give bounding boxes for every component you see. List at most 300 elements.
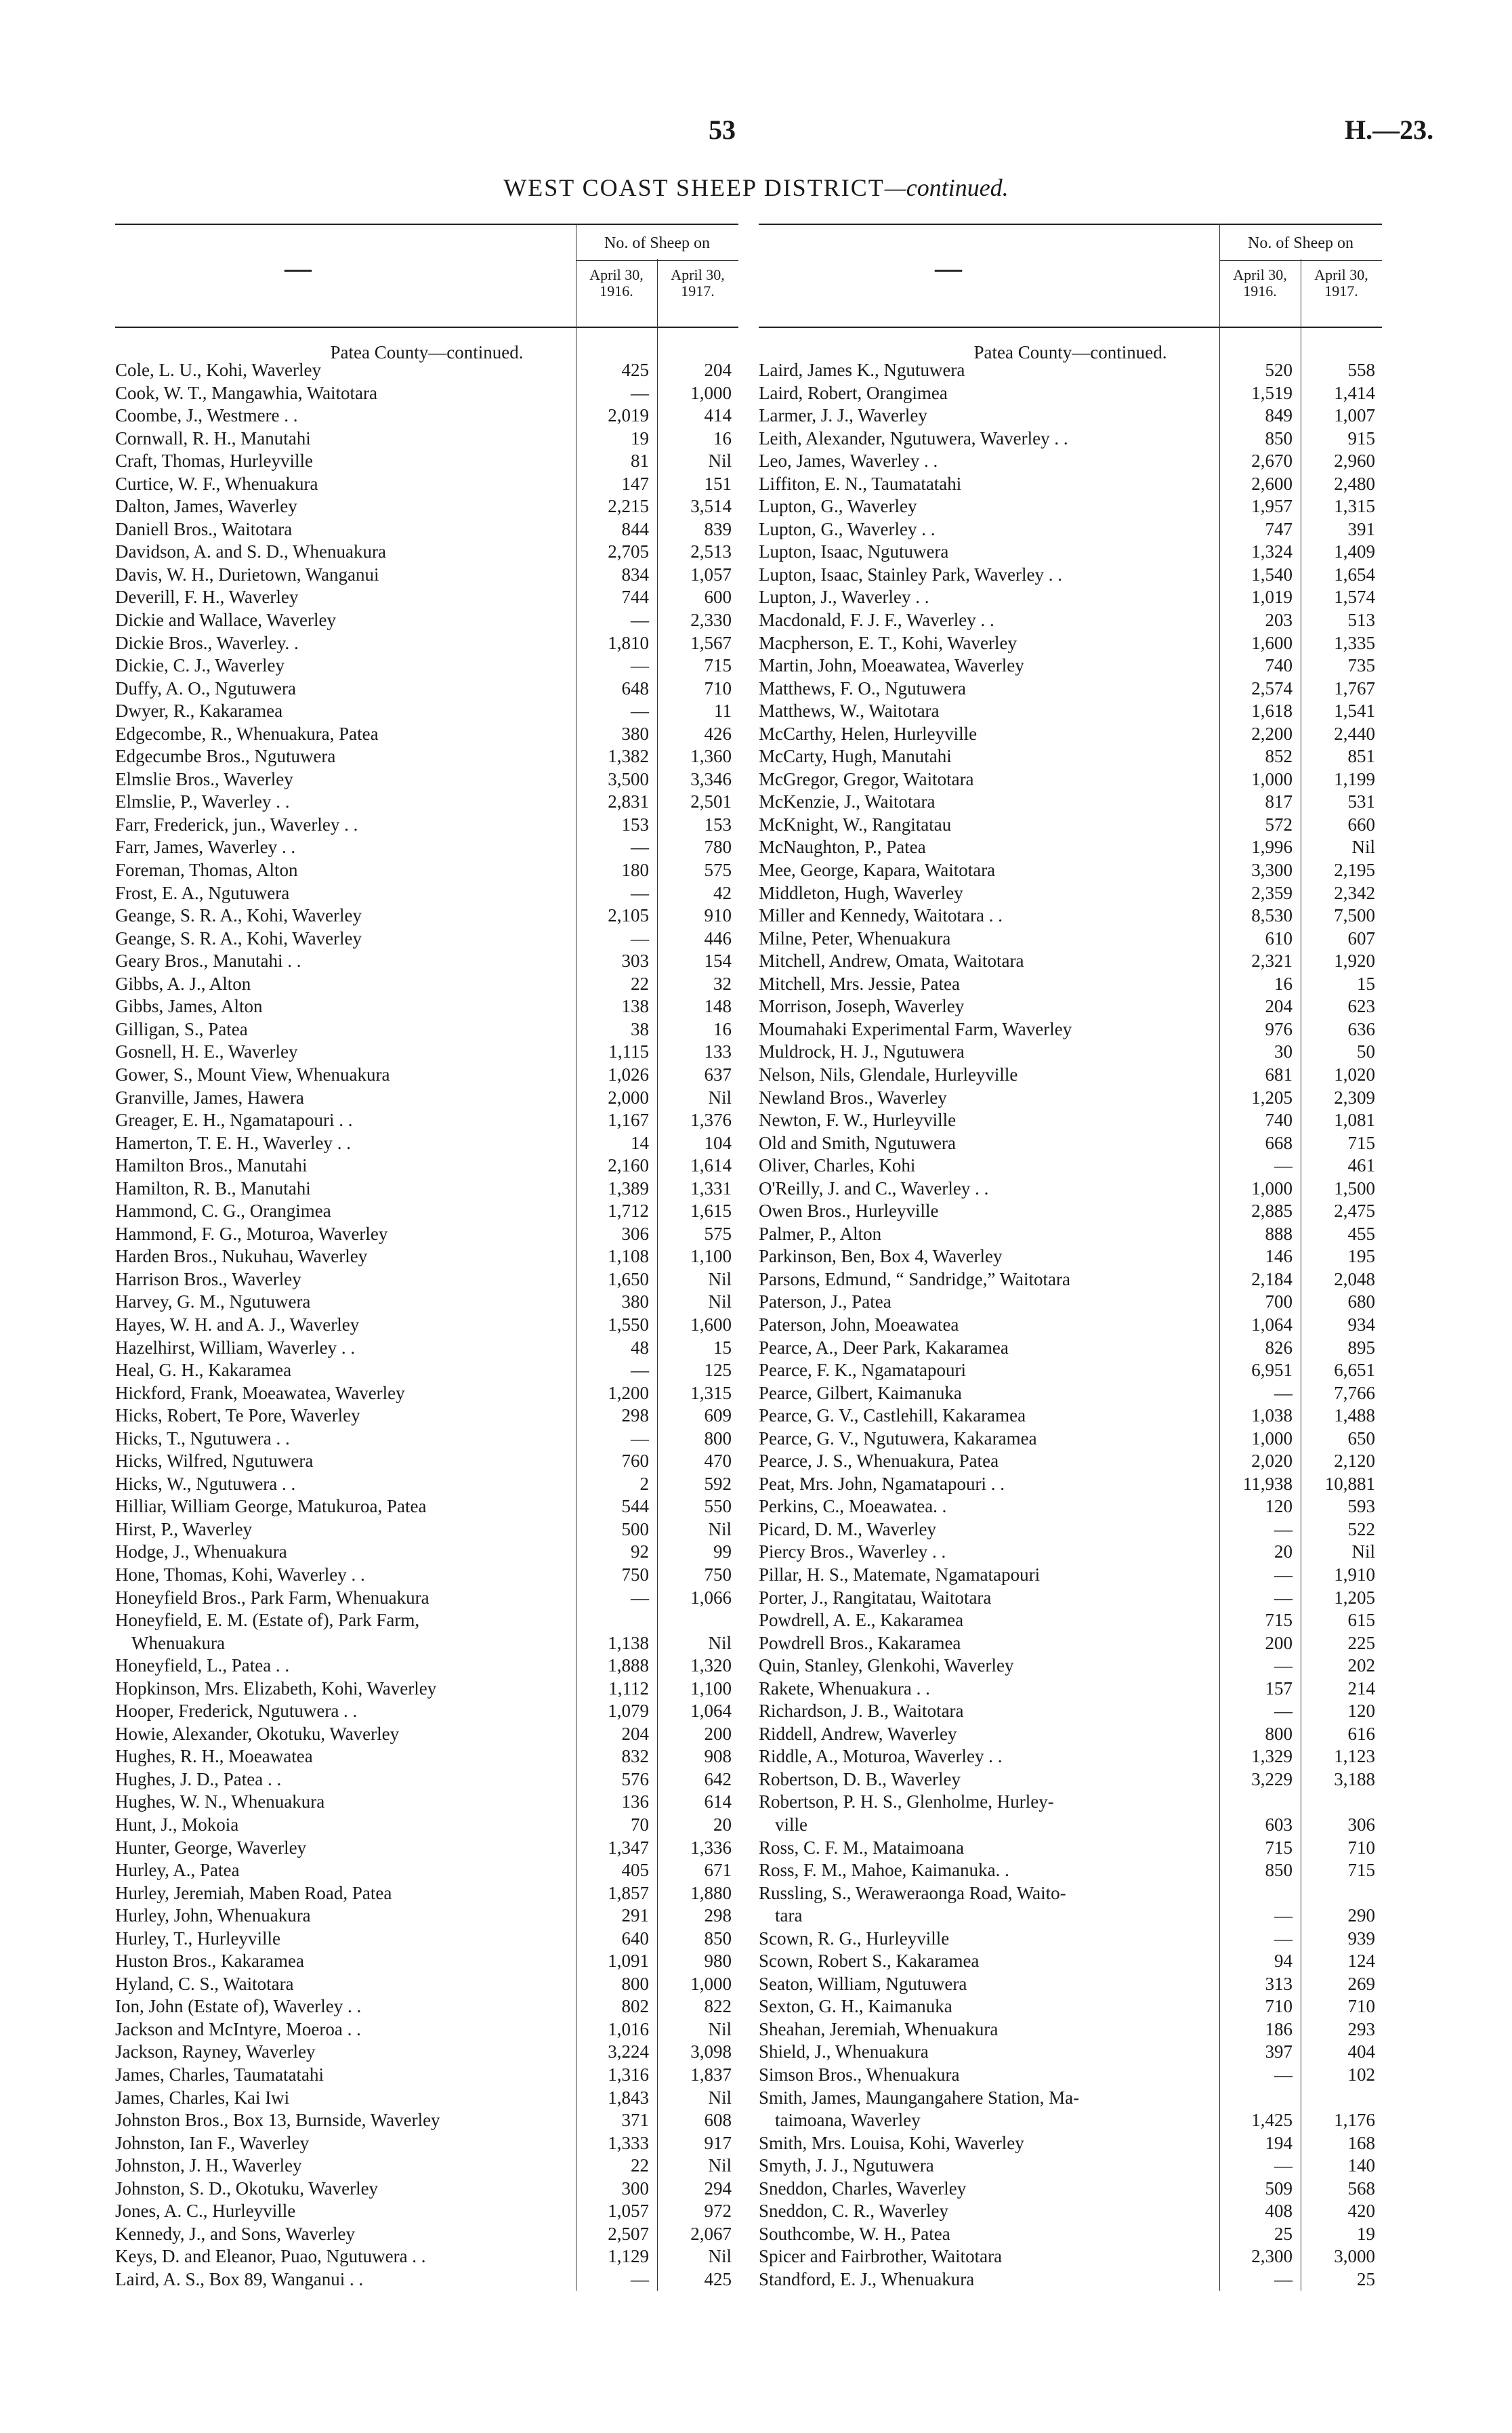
value-1917: 710	[1347, 1837, 1375, 1858]
row-name: Jackson and McIntyre, Moeroa . .	[115, 2018, 361, 2039]
value-1916: —	[631, 382, 649, 403]
value-1917: 558	[1347, 360, 1375, 380]
row-name: James, Charles, Kai Iwi	[115, 2087, 290, 2108]
row-name: Southcombe, W. H., Patea	[759, 2223, 950, 2244]
table-row	[115, 2041, 738, 2064]
table-row	[115, 1155, 738, 1178]
table-row	[115, 723, 738, 746]
value-1916: 802	[621, 1996, 649, 2017]
row-name: Spicer and Fairbrother, Waitotara	[759, 2246, 1003, 2267]
table-row	[115, 1405, 738, 1428]
value-1916: 800	[1265, 1723, 1293, 1744]
value-1916: 1,138	[608, 1632, 649, 1653]
value-1916: 1,000	[1251, 1428, 1293, 1449]
value-1916: 760	[621, 1451, 649, 1472]
row-name: Scown, R. G., Hurleyville	[759, 1928, 950, 1949]
value-1916: 1,026	[608, 1064, 649, 1085]
value-1917: 609	[704, 1405, 732, 1426]
row-name: Lupton, Isaac, Ngutuwera	[759, 541, 949, 562]
value-1917: 154	[704, 951, 732, 972]
value-1916: 3,500	[608, 768, 649, 789]
row-name: Gibbs, James, Alton	[115, 996, 263, 1017]
value-1916: 852	[1265, 746, 1293, 767]
table-row	[115, 2268, 738, 2291]
value-1916: —	[1274, 1928, 1293, 1949]
row-name: Geary Bros., Manutahi . .	[115, 951, 301, 972]
row-name: Kennedy, J., and Sons, Waverley	[115, 2223, 356, 2244]
value-1916: 3,224	[608, 2041, 649, 2062]
right-header-dash: —	[935, 253, 962, 283]
value-1916: —	[631, 2268, 649, 2289]
row-name: McGregor, Gregor, Waitotara	[759, 768, 974, 789]
table-row	[759, 2087, 1382, 2132]
row-name: Hickford, Frank, Moeawatea, Waverley	[115, 1382, 405, 1403]
table-row	[759, 950, 1382, 973]
table-row	[759, 1723, 1382, 1746]
value-1917: 7,500	[1334, 905, 1375, 926]
value-1917: 1,574	[1334, 587, 1375, 608]
table-row	[759, 882, 1382, 905]
row-name: O'Reilly, J. and C., Waverley . .	[759, 1178, 989, 1199]
row-name: Gibbs, A. J., Alton	[115, 973, 251, 994]
value-1916: 81	[631, 451, 649, 472]
row-name: Honeyfield Bros., Park Farm, Whenuakura	[115, 1587, 429, 1608]
row-name: Newland Bros., Waverley	[759, 1087, 947, 1108]
value-1917: Nil	[708, 2246, 732, 2267]
row-name: McKenzie, J., Waitotara	[759, 791, 936, 812]
value-1917: 153	[704, 814, 732, 835]
table-row	[759, 382, 1382, 405]
table-row	[115, 1064, 738, 1087]
table-row	[115, 1859, 738, 1882]
value-1917: 3,188	[1334, 1768, 1375, 1789]
value-1916: 300	[621, 2178, 649, 2199]
row-name: Farr, Frederick, jun., Waverley . .	[115, 814, 358, 835]
row-name: Paterson, John, Moeawatea	[759, 1314, 959, 1335]
value-1916: 1,000	[1251, 1178, 1293, 1199]
row-name: Hicks, Robert, Te Pore, Waverley	[115, 1405, 360, 1426]
table-row	[759, 1882, 1382, 1928]
value-1917: 25	[1357, 2268, 1375, 2289]
value-1916: 648	[621, 678, 649, 699]
table-row	[115, 1518, 738, 1541]
table-row	[115, 836, 738, 859]
value-1916: 681	[1265, 1064, 1293, 1085]
value-1916: 204	[621, 1723, 649, 1744]
value-1916: 22	[631, 2155, 649, 2176]
value-1917: 3,514	[690, 496, 732, 517]
value-1917: 294	[704, 2178, 732, 2199]
value-1917: 214	[1347, 1678, 1375, 1699]
value-1917: 934	[1347, 1314, 1375, 1335]
value-1917: 2,342	[1334, 882, 1375, 903]
row-name: Nelson, Nils, Glendale, Hurleyville	[759, 1064, 1018, 1085]
value-1917: 1,600	[690, 1314, 732, 1335]
value-1916: 1,810	[608, 632, 649, 653]
value-1916: 405	[621, 1860, 649, 1881]
row-name: Heal, G. H., Kakaramea	[115, 1360, 292, 1381]
table-row	[115, 518, 738, 541]
value-1917: 2,048	[1334, 1268, 1375, 1289]
table-row	[115, 1950, 738, 1973]
value-1916: —	[631, 928, 649, 949]
value-1917: 2,120	[1334, 1451, 1375, 1472]
row-name: Keys, D. and Eleanor, Puao, Ngutuwera . .	[115, 2246, 426, 2267]
value-1917: 1,100	[690, 1246, 732, 1267]
value-1916: 603	[1265, 1814, 1293, 1835]
value-1917: 3,098	[690, 2041, 732, 2062]
row-name: Frost, E. A., Ngutuwera	[115, 882, 290, 903]
table-row	[759, 428, 1382, 451]
table-row	[115, 2132, 738, 2155]
value-1917: 104	[704, 1132, 732, 1153]
value-1916: 750	[621, 1564, 649, 1585]
value-1917: 204	[704, 360, 732, 380]
value-1917: 2,960	[1334, 451, 1375, 472]
row-name: Johnston, Ian F., Waverley	[115, 2132, 310, 2153]
value-1916: 2,019	[608, 405, 649, 426]
table-row	[115, 973, 738, 996]
row-name: Hammond, F. G., Moturoa, Waverley	[115, 1223, 388, 1244]
row-name: Robertson, P. H. S., Glenholme, Hurley-	[759, 1791, 1054, 1812]
table-row	[115, 2109, 738, 2132]
value-1917: 20	[713, 1814, 732, 1835]
row-name: Riddell, Andrew, Waverley	[759, 1723, 957, 1744]
value-1917: 16	[713, 1018, 732, 1039]
row-name: Leith, Alexander, Ngutuwera, Waverley . .	[759, 428, 1068, 449]
table-row	[759, 1268, 1382, 1291]
left-section-heading: Patea County—continued.	[330, 342, 524, 362]
table-row	[759, 586, 1382, 609]
row-name: Coombe, J., Westmere . .	[115, 405, 298, 426]
table-row	[759, 1314, 1382, 1337]
value-1917: 1,500	[1334, 1178, 1375, 1199]
value-1916: 2,321	[1251, 951, 1293, 972]
table-row	[115, 1587, 738, 1610]
value-1917: 592	[704, 1473, 732, 1494]
row-name: Hyland, C. S., Waitotara	[115, 1973, 294, 1994]
row-name: Hurley, John, Whenuakura	[115, 1905, 311, 1926]
value-1916: 744	[621, 587, 649, 608]
table-row	[115, 1700, 738, 1723]
value-1916: 22	[631, 973, 649, 994]
table-row	[759, 836, 1382, 859]
value-1916: 1,389	[608, 1178, 649, 1199]
value-1916: 92	[631, 1541, 649, 1562]
value-1916: —	[1274, 2155, 1293, 2176]
row-name: Cook, W. T., Mangawhia, Waitotara	[115, 382, 378, 403]
table-row	[115, 700, 738, 723]
row-name: Mitchell, Andrew, Omata, Waitotara	[759, 951, 1024, 972]
row-name: Perkins, C., Moeawatea. .	[759, 1496, 947, 1517]
value-1916: 850	[1265, 428, 1293, 449]
value-1917: 615	[1347, 1610, 1375, 1631]
right-table	[759, 224, 1382, 2291]
value-1916: 817	[1265, 791, 1293, 812]
table-row	[115, 1882, 738, 1905]
value-1917: 2,475	[1334, 1201, 1375, 1222]
table-row	[115, 1768, 738, 1791]
table-row	[115, 450, 738, 473]
table-row	[759, 745, 1382, 768]
value-1917: 531	[1347, 791, 1375, 812]
table-row	[115, 1473, 738, 1496]
value-1916: 291	[621, 1905, 649, 1926]
row-name: Riddle, A., Moturoa, Waverley . .	[759, 1746, 1003, 1767]
table-row	[115, 586, 738, 609]
value-1916: 1,888	[608, 1655, 649, 1676]
value-1917: 1,057	[690, 564, 732, 585]
value-1916: 380	[621, 723, 649, 744]
left-table	[115, 224, 738, 2291]
row-name: Hammond, C. G., Orangimea	[115, 1201, 331, 1222]
value-1916: 306	[621, 1223, 649, 1244]
row-name: Hopkinson, Mrs. Elizabeth, Kohi, Waverley	[115, 1678, 437, 1699]
row-name: Lupton, J., Waverley . .	[759, 587, 929, 608]
value-1917: Nil	[708, 2018, 732, 2039]
row-name: Harden Bros., Nukuhau, Waverley	[115, 1246, 368, 1267]
table-row	[759, 1200, 1382, 1223]
value-1917: 908	[704, 1746, 732, 1767]
table-row	[759, 1291, 1382, 1314]
row-name: Rakete, Whenuakura . .	[759, 1678, 930, 1699]
table-row	[759, 973, 1382, 996]
value-1917: 148	[704, 996, 732, 1017]
row-name-continuation: Whenuakura	[131, 1632, 225, 1653]
table-row	[115, 745, 738, 768]
row-name: McNaughton, P., Patea	[759, 837, 926, 858]
value-1916: 19	[631, 428, 649, 449]
page-title	[0, 173, 1512, 202]
value-1916: 1,382	[608, 746, 649, 767]
value-1916: —	[631, 655, 649, 676]
value-1916: 1,333	[608, 2132, 649, 2153]
value-1917: 822	[704, 1996, 732, 2017]
value-1917: 102	[1347, 2064, 1375, 2085]
table-row	[115, 1200, 738, 1223]
value-1916: 2,215	[608, 496, 649, 517]
value-1917: Nil	[1351, 837, 1375, 858]
value-1916: 380	[621, 1291, 649, 1312]
value-1917: 917	[704, 2132, 732, 2153]
row-name: Gilligan, S., Patea	[115, 1018, 248, 1039]
value-1916: 1,016	[608, 2018, 649, 2039]
row-name: Matthews, F. O., Ngutuwera	[759, 678, 967, 699]
row-name: Hurley, T., Hurleyville	[115, 1928, 280, 1949]
row-name: Laird, Robert, Orangimea	[759, 382, 948, 403]
table-row	[759, 928, 1382, 951]
row-name: Hazelhirst, William, Waverley . .	[115, 1337, 356, 1358]
table-row	[759, 1678, 1382, 1701]
left-rows	[115, 359, 738, 2291]
table-row	[115, 1337, 738, 1360]
table-row	[115, 1655, 738, 1678]
value-1916: 715	[1265, 1837, 1293, 1858]
value-1917: 2,309	[1334, 1087, 1375, 1108]
value-1916: 38	[631, 1018, 649, 1039]
value-1917: 616	[1347, 1723, 1375, 1744]
row-name: Piercy Bros., Waverley . .	[759, 1541, 946, 1562]
row-name: Hicks, T., Ngutuwera . .	[115, 1428, 290, 1449]
table-row	[115, 1087, 738, 1110]
value-1917: 910	[704, 905, 732, 926]
table-row	[759, 2178, 1382, 2201]
table-row	[759, 1564, 1382, 1587]
table-row	[115, 995, 738, 1018]
value-1916: 1,112	[608, 1678, 649, 1699]
row-name: Macdonald, F. J. F., Waverley . .	[759, 610, 994, 631]
row-name: Standford, E. J., Whenuakura	[759, 2268, 975, 2289]
right-header-col2: April 30, 1917.	[1314, 266, 1368, 299]
value-1917: Nil	[708, 1291, 732, 1312]
value-1917: 608	[704, 2110, 732, 2131]
table-row	[115, 428, 738, 451]
value-1916: 520	[1265, 360, 1293, 380]
value-1917: 298	[704, 1905, 732, 1926]
value-1917: 1,567	[690, 632, 732, 653]
row-name: Hamilton Bros., Manutahi	[115, 1155, 308, 1176]
value-1916: 1,108	[608, 1246, 649, 1267]
table-row	[115, 2087, 738, 2110]
value-1917: 19	[1357, 2223, 1375, 2244]
value-1916: —	[631, 610, 649, 631]
table-row	[115, 2245, 738, 2268]
table-row	[759, 1518, 1382, 1541]
value-1917: 972	[704, 2201, 732, 2222]
value-1917: 1,066	[690, 1587, 732, 1608]
row-name: Edgecombe, R., Whenuakura, Patea	[115, 723, 379, 744]
row-name: Dickie Bros., Waverley. .	[115, 632, 299, 653]
table-row	[115, 950, 738, 973]
value-1916: 3,300	[1251, 860, 1293, 881]
row-name: Hurley, A., Patea	[115, 1860, 240, 1881]
value-1916: 3,229	[1251, 1768, 1293, 1789]
value-1916: 2	[639, 1473, 649, 1494]
value-1916: 2,300	[1251, 2246, 1293, 2267]
table-row	[759, 2245, 1382, 2268]
table-row	[115, 1495, 738, 1518]
value-1916: —	[1274, 1518, 1293, 1539]
row-name: Geange, S. R. A., Kohi, Waverley	[115, 928, 362, 949]
row-name: Pearce, G. V., Castlehill, Kakaramea	[759, 1405, 1026, 1426]
value-1917: Nil	[1351, 1541, 1375, 1562]
row-name: Ross, F. M., Mahoe, Kaimanuka. .	[759, 1860, 1009, 1881]
row-name: Laird, James K., Ngutuwera	[759, 360, 965, 380]
table-row	[759, 2200, 1382, 2223]
row-name: Picard, D. M., Waverley	[759, 1518, 937, 1539]
table-row	[759, 2064, 1382, 2087]
value-1916: 800	[621, 1973, 649, 1994]
row-name: Mee, George, Kapara, Waitotara	[759, 860, 996, 881]
value-1916: 397	[1265, 2041, 1293, 2062]
value-1917: 420	[1347, 2201, 1375, 2222]
row-name: Geange, S. R. A., Kohi, Waverley	[115, 905, 362, 926]
value-1917: 195	[1347, 1246, 1375, 1267]
value-1917: 2,195	[1334, 860, 1375, 881]
value-1917: 1,837	[690, 2064, 732, 2085]
value-1916: 94	[1274, 1951, 1293, 1972]
value-1917: 2,513	[690, 541, 732, 562]
table-row	[759, 2132, 1382, 2155]
row-name: Elmslie, P., Waverley . .	[115, 791, 290, 812]
value-1917: 140	[1347, 2155, 1375, 2176]
value-1916: 576	[621, 1768, 649, 1789]
right-table-header	[759, 224, 1382, 328]
row-name: Howie, Alexander, Okotuku, Waverley	[115, 1723, 400, 1744]
value-1916: 313	[1265, 1973, 1293, 1994]
value-1917: 1,007	[1334, 405, 1375, 426]
table-row	[759, 1064, 1382, 1087]
row-name: Johnston, J. H., Waverley	[115, 2155, 302, 2176]
table-row	[759, 1450, 1382, 1473]
value-1916: 1,200	[608, 1382, 649, 1403]
table-row	[115, 632, 738, 655]
value-1917: 2,480	[1334, 473, 1375, 494]
value-1917: 593	[1347, 1496, 1375, 1517]
value-1917: 15	[713, 1337, 732, 1358]
value-1916: 2,200	[1251, 723, 1293, 744]
value-1916: 204	[1265, 996, 1293, 1017]
value-1917: 780	[704, 837, 732, 858]
row-name: Sheahan, Jeremiah, Whenuakura	[759, 2018, 999, 2039]
value-1917: 3,346	[690, 768, 732, 789]
value-1916: 2,507	[608, 2223, 649, 2244]
table-row	[115, 1132, 738, 1155]
row-name-continuation: tara	[775, 1905, 803, 1926]
table-row	[759, 1700, 1382, 1723]
row-name: Gosnell, H. E., Waverley	[115, 1041, 298, 1062]
value-1916: 1,000	[1251, 768, 1293, 789]
value-1917: 1,488	[1334, 1405, 1375, 1426]
value-1917: 1,614	[690, 1155, 732, 1176]
table-row	[115, 2223, 738, 2246]
value-1917: Nil	[708, 1518, 732, 1539]
value-1916: 303	[621, 951, 649, 972]
value-1916: —	[631, 882, 649, 903]
table-row	[115, 814, 738, 837]
row-name: Shield, J., Whenuakura	[759, 2041, 929, 2062]
row-name: Lupton, G., Waverley . .	[759, 518, 936, 539]
row-name: Harvey, G. M., Ngutuwera	[115, 1291, 311, 1312]
value-1917: 455	[1347, 1223, 1375, 1244]
table-row	[759, 1018, 1382, 1041]
row-name: Daniell Bros., Waitotara	[115, 518, 293, 539]
value-1917: 11	[714, 701, 732, 722]
value-1916: —	[631, 837, 649, 858]
value-1917: 151	[704, 473, 732, 494]
value-1917: 1,315	[690, 1382, 732, 1403]
table-row	[759, 1223, 1382, 1246]
title-continued: —continued.	[884, 174, 1009, 201]
row-name: Russling, S., Weraweraonga Road, Waito-	[759, 1882, 1066, 1903]
value-1917: 607	[1347, 928, 1375, 949]
value-1917: 568	[1347, 2178, 1375, 2199]
row-name: Johnston, S. D., Okotuku, Waverley	[115, 2178, 379, 2199]
table-row	[759, 1495, 1382, 1518]
value-1917: 1,100	[690, 1678, 732, 1699]
value-1917: 50	[1357, 1041, 1375, 1062]
value-1916: 2,670	[1251, 451, 1293, 472]
value-1916: 2,574	[1251, 678, 1293, 699]
table-row	[759, 2041, 1382, 2064]
row-name: Old and Smith, Ngutuwera	[759, 1132, 956, 1153]
value-1916: 147	[621, 473, 649, 494]
value-1917: 715	[704, 655, 732, 676]
value-1917: 290	[1347, 1905, 1375, 1926]
row-name: Smith, Mrs. Louisa, Kohi, Waverley	[759, 2132, 1024, 2153]
value-1917: 202	[1347, 1655, 1375, 1676]
value-1916: —	[1274, 1155, 1293, 1176]
